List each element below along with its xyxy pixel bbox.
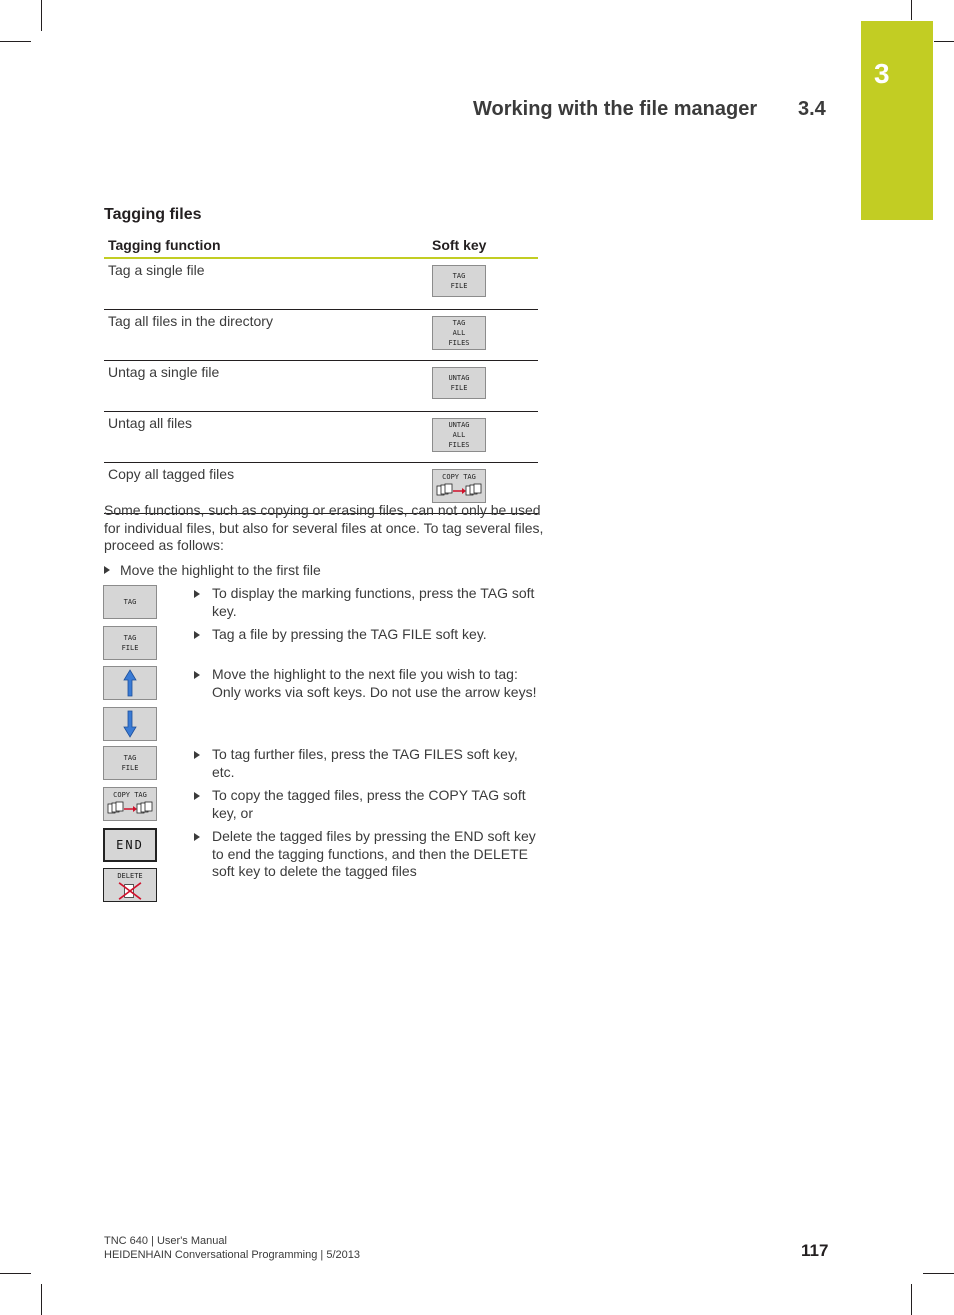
row-function: Tag a single file [104,258,428,310]
footer-manual: TNC 640 | User's Manual [104,1235,227,1247]
copy-tag-softkey[interactable] [432,469,486,503]
bullet-icon [194,671,200,679]
step-text: To display the marking functions, press the TAG soft key. [212,585,535,619]
arrow-down-icon [123,710,137,738]
delete-icon [115,881,145,901]
end-key-label: END [116,838,144,852]
crop-mark [911,0,912,20]
untag-file-softkey[interactable] [432,367,486,399]
crop-mark [923,1273,954,1274]
step-text: Tag a file by pressing the TAG FILE soft key. [212,626,487,642]
tag-softkey[interactable] [103,585,157,619]
softkey-label: ALL [452,329,466,337]
crop-mark [0,41,31,42]
bullet-icon [194,792,200,800]
arrow-up-icon [123,669,137,697]
bullet-icon [194,590,200,598]
section-title: Working with the file manager [473,98,758,120]
softkey-label: TAG [452,272,466,280]
step-text: To copy the tagged files, press the COPY TAG soft key, or [212,787,526,821]
row-function: Untag a single file [104,361,428,412]
crop-mark [41,0,42,31]
footer-publisher: HEIDENHAIN Conversational Programming | 5/2013 [104,1249,360,1261]
crop-mark [911,1284,912,1315]
chapter-tab [861,21,933,220]
table-row [104,361,538,412]
delete-softkey[interactable] [103,868,157,902]
tag-file-softkey[interactable] [432,265,486,297]
table-row [104,310,538,361]
softkey-label: COPY TAG [442,473,476,481]
crop-mark [41,1284,42,1315]
first-step [104,562,321,580]
bullet-icon [104,566,110,574]
table-row [104,258,538,310]
tag-all-files-softkey[interactable] [432,316,486,350]
softkey-label: ALL [452,431,466,439]
page-number: 117 [801,1241,829,1260]
softkey-label: TAG [123,634,137,642]
intro-paragraph: Some functions, such as copying or erasing files, can not only be used for individual files, but also for several files at once. To tag several files, proceed as follows: [104,502,544,553]
row-function: Copy all tagged files [104,463,428,514]
page-heading: Tagging files [104,206,202,223]
softkey-label: UNTAG [448,374,470,382]
table-row [104,412,538,463]
copy-files-icon [106,800,154,816]
crop-mark [0,1273,31,1274]
softkey-label: TAG [123,754,137,762]
softkey-label: TAG [452,319,466,327]
step-text: Move the highlight to the next file you wish to tag: Only works via soft keys. Do not use the arrow keys! [212,666,537,700]
bullet-icon [194,631,200,639]
step-text: To tag further files, press the TAG FILES soft key, etc. [212,746,518,780]
tag-file-softkey[interactable] [103,746,157,780]
softkey-label: FILES [448,339,470,347]
section-number: 3.4 [798,98,826,120]
tagging-table [104,235,538,514]
softkey-label: FILE [450,384,468,392]
end-key[interactable] [103,828,157,862]
tag-file-softkey[interactable] [103,626,157,660]
table-header-row [104,235,538,258]
arrow-down-key[interactable] [103,707,157,741]
copy-files-icon [435,482,483,498]
softkey-label: FILE [121,644,139,652]
softkey-label: FILE [450,282,468,290]
row-function: Untag all files [104,412,428,463]
softkey-label: COPY TAG [113,791,147,799]
step-text: Delete the tagged files by pressing the END soft key to end the tagging functions, and then the DELETE soft key to delete the tagged files [212,828,536,879]
softkey-label: DELETE [117,872,143,880]
bullet-icon [194,751,200,759]
bullet-icon [194,833,200,841]
first-step-text: Move the highlight to the first file [120,562,321,578]
softkey-label: FILE [121,764,139,772]
arrow-up-key[interactable] [103,666,157,700]
softkey-label: FILES [448,441,470,449]
col-header-softkey: Soft key [428,235,538,258]
row-function: Tag all files in the directory [104,310,428,361]
softkey-label: UNTAG [448,421,470,429]
softkey-label: TAG [123,598,137,606]
col-header-function: Tagging function [104,235,428,258]
copy-tag-softkey[interactable] [103,787,157,821]
crop-mark [934,41,954,42]
chapter-number: 3 [874,58,890,89]
untag-all-files-softkey[interactable] [432,418,486,452]
